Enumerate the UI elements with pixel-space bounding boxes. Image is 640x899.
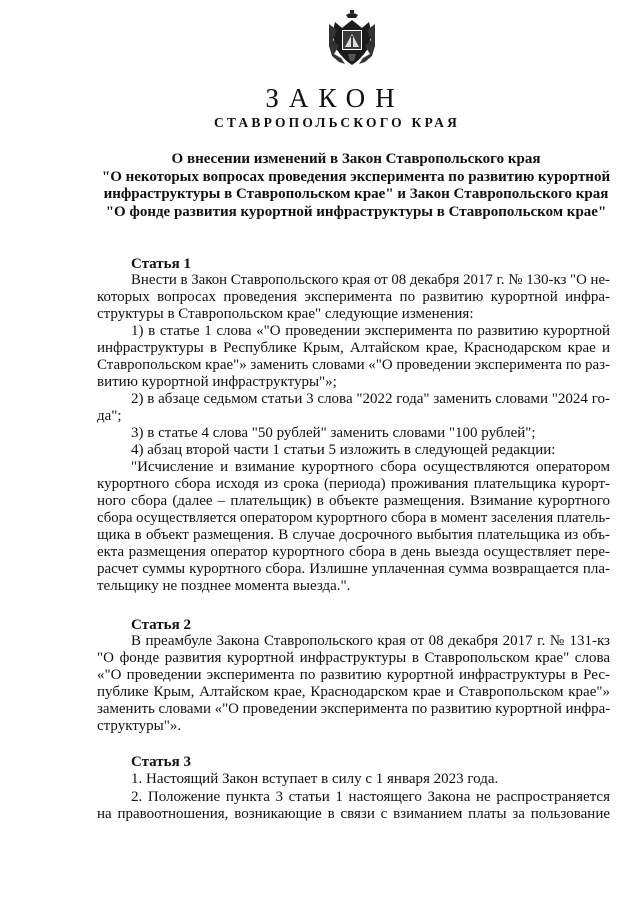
article-2-line: структуры"». bbox=[97, 718, 182, 734]
article-1-line: "Исчисление и взимание курортного сбора осуществляются оператором bbox=[131, 459, 610, 475]
article-1-line: екта размещения оператор курортного сбора в день выезда осуществляет пере- bbox=[97, 544, 610, 560]
article-3-line: 1. Настоящий Закон вступает в силу с 1 января 2023 года. bbox=[131, 771, 499, 787]
article-1-line: да"; bbox=[97, 408, 122, 424]
article-1-line: тельщику не позднее момента выезда.". bbox=[97, 578, 351, 594]
law-title: ЗАКОН bbox=[265, 83, 405, 113]
article-3-line: 2. Положение пункта 3 статьи 1 настоящего Закона не распространяется bbox=[131, 789, 610, 805]
article-2-line: заменить словами «"О проведении эксперимента по развитию курортной инфра- bbox=[97, 701, 611, 717]
article-1-line: ного сбора (далее – плательщик) в объекте размещения. Взимание курортного bbox=[97, 493, 610, 509]
article-1-line: структуры в Ставропольском крае" следующие изменения: bbox=[97, 306, 474, 322]
coat-of-arms-emblem bbox=[329, 10, 375, 68]
article-1-line: сбора осуществляется оператором курортного сбора в момент заселения платель- bbox=[97, 510, 611, 526]
law-subtitle: СТАВРОПОЛЬСКОГО КРАЯ bbox=[213, 115, 461, 130]
article-1-line: 4) абзац второй части 1 статьи 5 изложить в следующей редакции: bbox=[131, 442, 556, 458]
article-2-title: Статья 2 bbox=[131, 617, 191, 633]
article-1-line: Ставропольском крае"» заменить словами «"О проведении эксперимента по раз- bbox=[97, 357, 611, 373]
article-1-line: инфраструктуры в Республике Крым, Алтайском крае, Краснодарском крае и bbox=[97, 340, 610, 356]
article-1-line: щика в объект размещения. В случае досрочного выбытия плательщика из объ- bbox=[97, 527, 610, 543]
heading-line: "О фонде развития курортной инфраструктуры в Ставропольском крае" bbox=[105, 203, 607, 220]
heading-line: О внесении изменений в Закон Ставропольского края bbox=[171, 151, 541, 167]
article-1-line: курортного сбора исходя из срока (периода) проживания плательщика курорт- bbox=[97, 476, 610, 492]
heading-line: "О некоторых вопросах проведения эксперимента по развитию курортной bbox=[101, 168, 611, 185]
article-2-line: В преамбуле Закона Ставропольского края от 08 декабря 2017 г. № 131-кз bbox=[131, 633, 610, 649]
article-3-line: на правоотношения, возникающие в связи с взиманием платы за пользование bbox=[97, 806, 610, 822]
article-2-line: публике Крым, Алтайском крае, Краснодарском крае и Ставропольском крае"» bbox=[97, 684, 610, 700]
article-1-line: 2) в абзаце седьмом статьи 3 слова "2022 года" заменить словами "2024 го- bbox=[131, 391, 610, 407]
article-1-line: Внести в Закон Ставропольского края от 08 декабря 2017 г. № 130-кз "О не- bbox=[131, 272, 610, 288]
article-2-line: "О фонде развития курортной инфраструктуры в Ставропольском крае" слова bbox=[97, 650, 610, 666]
article-1-line: витию курортной инфраструктуры"»; bbox=[97, 374, 337, 390]
article-1-title: Статья 1 bbox=[131, 256, 191, 272]
heading-line: инфраструктуры в Ставропольском крае" и Закон Ставропольского края bbox=[103, 186, 609, 202]
article-2-line: «"О проведении эксперимента по развитию курортной инфраструктуры в Рес- bbox=[97, 667, 610, 683]
article-1-line: которых вопросах проведения эксперимента по развитию курортной инфра- bbox=[97, 289, 610, 305]
article-3-title: Статья 3 bbox=[131, 754, 191, 770]
article-1-line: 3) в статье 4 слова "50 рублей" заменить словами "100 рублей"; bbox=[131, 425, 536, 441]
law-heading bbox=[90, 151, 622, 221]
article-1-line: 1) в статье 1 слова «"О проведении эксперимента по развитию курортной bbox=[131, 323, 610, 339]
article-1-line: расчет суммы курортного сбора. Излишне уплаченная сумма возвращается пла- bbox=[97, 561, 610, 577]
